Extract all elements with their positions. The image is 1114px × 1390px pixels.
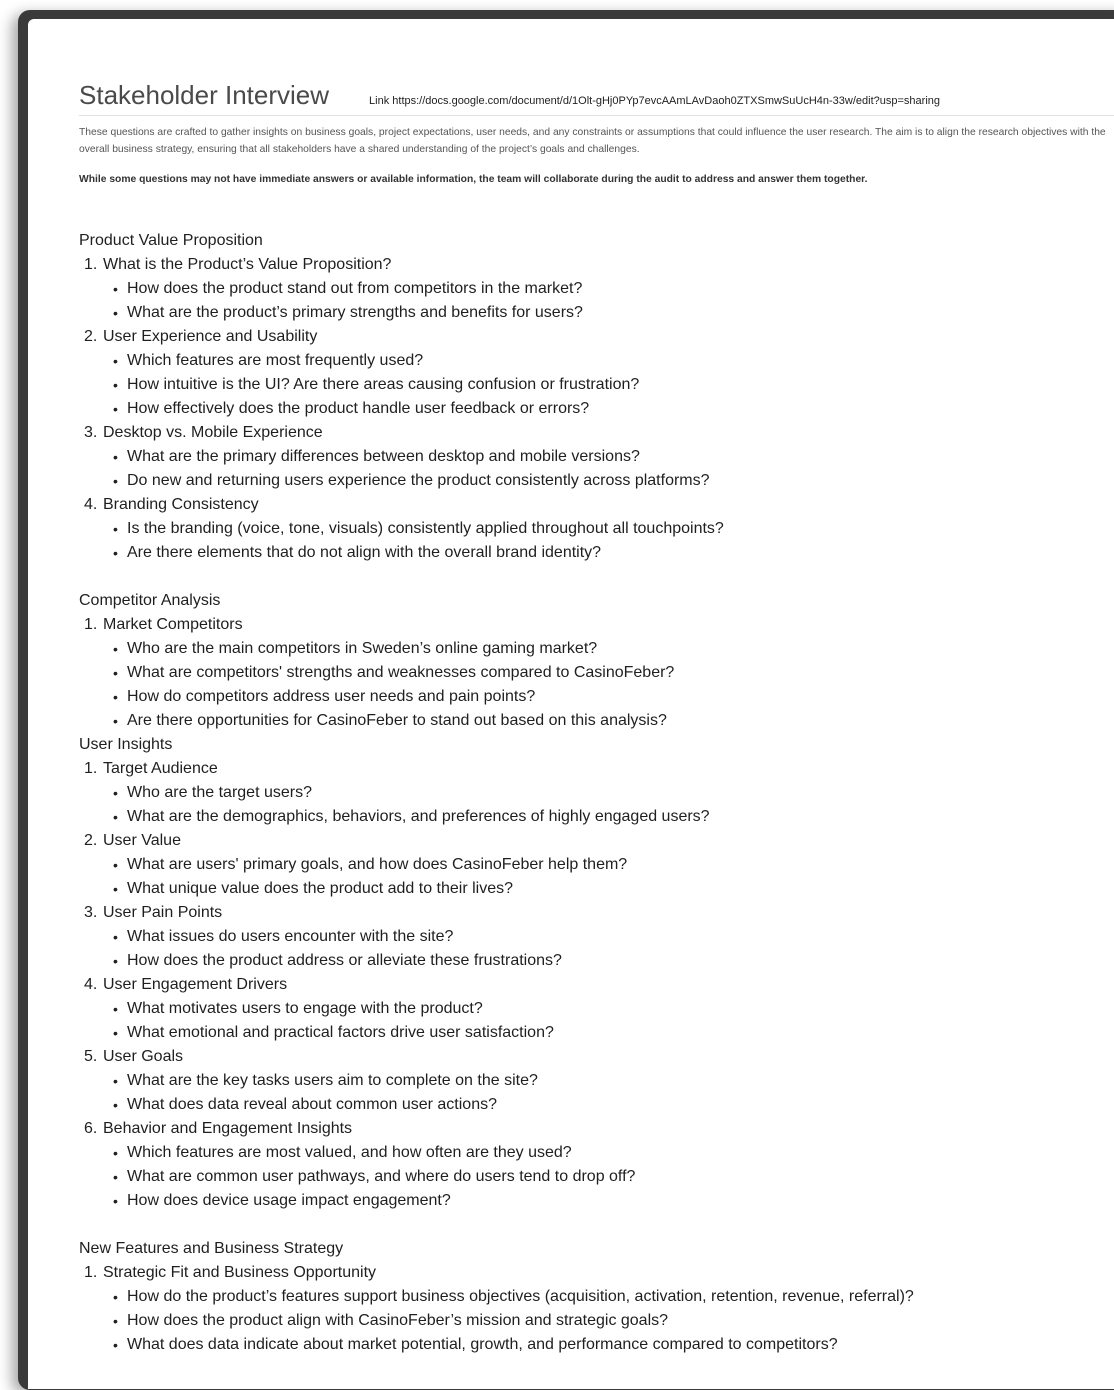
bullet-item [113, 349, 1114, 373]
list-number: 5. [84, 1048, 98, 1065]
bullet-text: Are there elements that do not align with the overall brand identity? [127, 544, 602, 561]
bullet-text: What are competitors' strengths and weaknesses compared to CasinoFeber? [127, 664, 675, 681]
bullet-dot-icon: • [113, 641, 118, 657]
bullet-text: What unique value does the product add to their lives? [127, 880, 514, 897]
bullet-dot-icon: • [113, 521, 118, 537]
bullet-dot-icon: • [113, 857, 118, 873]
bullet-dot-icon: • [113, 353, 118, 369]
bullet-item [113, 637, 1114, 661]
bullet-list [103, 925, 1114, 973]
bullet-item [113, 541, 1114, 565]
bullet-text: How does the product address or alleviate these frustrations? [127, 952, 562, 969]
bullet-item [113, 373, 1114, 397]
bullet-text: What motivates users to engage with the product? [127, 1000, 483, 1017]
bullet-dot-icon: • [113, 1313, 118, 1329]
bullet-text: How intuitive is the UI? Are there areas causing confusion or frustration? [127, 376, 640, 393]
bullet-text: What are the demographics, behaviors, and preferences of highly engaged users? [127, 808, 710, 825]
bullet-item [113, 1333, 1114, 1357]
list-number: 4. [84, 496, 98, 513]
bullet-text: What does data reveal about common user actions? [127, 1096, 497, 1113]
bullet-dot-icon: • [113, 377, 118, 393]
bullet-text: Are there opportunities for CasinoFeber to stand out based on this analysis? [127, 712, 667, 729]
section-title: User Insights [79, 736, 173, 753]
bullet-dot-icon: • [113, 1001, 118, 1017]
bullet-text: How does the product align with CasinoFeber’s mission and strategic goals? [127, 1312, 669, 1329]
question-heading: Target Audience [103, 760, 218, 777]
bullet-dot-icon: • [113, 473, 118, 489]
bullet-list [103, 445, 1114, 493]
bullet-item [113, 877, 1114, 901]
bullet-item [113, 949, 1114, 973]
bullet-list [103, 637, 1114, 733]
bullet-item [113, 1069, 1114, 1093]
bullet-item [113, 1309, 1114, 1333]
section [79, 229, 1114, 565]
bullet-list [103, 997, 1114, 1045]
question-heading: Behavior and Engagement Insights [103, 1120, 353, 1137]
list-number: 3. [84, 904, 98, 921]
bullet-item [113, 853, 1114, 877]
question-sections [79, 229, 1114, 1357]
question-item [84, 493, 1114, 565]
question-heading: Strategic Fit and Business Opportunity [103, 1264, 377, 1281]
spacer [79, 185, 1114, 229]
section [79, 733, 1114, 1213]
question-list [79, 613, 1114, 733]
bullet-text: How does device usage impact engagement? [127, 1192, 451, 1209]
section-title: Product Value Proposition [79, 232, 263, 249]
bullet-dot-icon: • [113, 689, 118, 705]
bullet-item [113, 661, 1114, 685]
question-list [79, 253, 1114, 565]
bullet-item [113, 805, 1114, 829]
list-number: 1. [84, 616, 98, 633]
list-number: 2. [84, 832, 98, 849]
bullet-item [113, 517, 1114, 541]
question-heading: What is the Product’s Value Proposition? [103, 256, 392, 273]
question-heading: User Pain Points [103, 904, 223, 921]
question-item [84, 901, 1114, 973]
bullet-text: Do new and returning users experience the product consistently across platforms? [127, 472, 710, 489]
bullet-text: What are the key tasks users aim to complete on the site? [127, 1072, 538, 1089]
bullet-list [103, 517, 1114, 565]
question-item [84, 1261, 1114, 1357]
bullet-item [113, 925, 1114, 949]
intro-paragraph: These questions are crafted to gather insights on business goals, project expectations, user needs, and any constraints or assumptions that could influence the user research. The aim is to align the research objectives with the overall business strategy, ensuring that all stakeholders have a shared understanding of the project’s goals and challenges. [79, 127, 1106, 155]
bullet-list [103, 1069, 1114, 1117]
bullet-list [103, 277, 1114, 325]
header-row [79, 80, 1114, 116]
bullet-item [113, 997, 1114, 1021]
bullet-dot-icon: • [113, 1073, 118, 1089]
bullet-dot-icon: • [113, 1025, 118, 1041]
bullet-dot-icon: • [113, 449, 118, 465]
document-link[interactable]: Link https://docs.google.com/document/d/1Olt-gHj0PYp7evcAAmLAvDaoh0ZTXSmwSuUcH4n-33w/edit?usp=sharing [369, 95, 940, 107]
bullet-dot-icon: • [113, 809, 118, 825]
bullet-text: Is the branding (voice, tone, visuals) consistently applied throughout all touchpoints? [127, 520, 724, 537]
list-number: 1. [84, 760, 98, 777]
question-list [79, 757, 1114, 1213]
question-heading: User Experience and Usability [103, 328, 318, 345]
question-heading: User Engagement Drivers [103, 976, 288, 993]
bullet-list [103, 853, 1114, 901]
bullet-list [103, 349, 1114, 421]
list-number: 1. [84, 256, 98, 273]
question-heading: User Goals [103, 1048, 184, 1065]
bullet-item [113, 1189, 1114, 1213]
bullet-text: What does data indicate about market potential, growth, and performance compared to competitors? [127, 1336, 838, 1353]
spacer [79, 565, 1114, 589]
bullet-dot-icon: • [113, 713, 118, 729]
bullet-text: Who are the main competitors in Sweden’s online gaming market? [127, 640, 598, 657]
question-item [84, 973, 1114, 1045]
question-item [84, 829, 1114, 901]
list-number: 1. [84, 1264, 98, 1281]
bullet-item [113, 1165, 1114, 1189]
bullet-list [103, 781, 1114, 829]
bullet-dot-icon: • [113, 1097, 118, 1113]
bullet-dot-icon: • [113, 545, 118, 561]
bullet-dot-icon: • [113, 305, 118, 321]
bullet-text: What are users' primary goals, and how does CasinoFeber help them? [127, 856, 628, 873]
bullet-item [113, 445, 1114, 469]
bullet-item [113, 1141, 1114, 1165]
bullet-dot-icon: • [113, 401, 118, 417]
bullet-item [113, 1021, 1114, 1045]
bullet-item [113, 397, 1114, 421]
question-item [84, 613, 1114, 733]
list-number: 6. [84, 1120, 98, 1137]
bullet-text: What issues do users encounter with the site? [127, 928, 454, 945]
document-body [79, 80, 1114, 1357]
section [79, 589, 1114, 733]
bullet-item [113, 301, 1114, 325]
bullet-dot-icon: • [113, 929, 118, 945]
bullet-dot-icon: • [113, 1169, 118, 1185]
bullet-item [113, 277, 1114, 301]
bullet-dot-icon: • [113, 1193, 118, 1209]
section-title: Competitor Analysis [79, 592, 221, 609]
bullet-dot-icon: • [113, 881, 118, 897]
question-item [84, 1045, 1114, 1117]
section-title: New Features and Business Strategy [79, 1240, 344, 1257]
bullet-text: Who are the target users? [127, 784, 312, 801]
bullet-text: How effectively does the product handle user feedback or errors? [127, 400, 590, 417]
list-number: 2. [84, 328, 98, 345]
bullet-dot-icon: • [113, 785, 118, 801]
bullet-text: How does the product stand out from competitors in the market? [127, 280, 583, 297]
collaboration-note: While some questions may not have immediate answers or available information, the team will collaborate during the audit to address and answer them together. [79, 174, 868, 185]
bullet-text: What are the primary differences between desktop and mobile versions? [127, 448, 640, 465]
question-heading: Market Competitors [103, 616, 243, 633]
page-title: Stakeholder Interview [79, 80, 330, 110]
bullet-dot-icon: • [113, 1145, 118, 1161]
bullet-text: What are the product’s primary strengths and benefits for users? [127, 304, 583, 321]
bullet-text: How do competitors address user needs and pain points? [127, 688, 536, 705]
bullet-text: What are common user pathways, and where do users tend to drop off? [127, 1168, 636, 1185]
question-heading: Branding Consistency [103, 496, 259, 513]
question-item [84, 325, 1114, 421]
bullet-item [113, 1285, 1114, 1309]
bullet-dot-icon: • [113, 665, 118, 681]
list-number: 4. [84, 976, 98, 993]
bullet-dot-icon: • [113, 953, 118, 969]
question-item [84, 421, 1114, 493]
question-heading: User Value [103, 832, 181, 849]
question-list [79, 1261, 1114, 1357]
bullet-list [103, 1285, 1114, 1357]
bullet-item [113, 685, 1114, 709]
list-number: 3. [84, 424, 98, 441]
bullet-dot-icon: • [113, 1337, 118, 1353]
question-heading: Desktop vs. Mobile Experience [103, 424, 323, 441]
bullet-item [113, 781, 1114, 805]
bullet-text: Which features are most valued, and how often are they used? [127, 1144, 572, 1161]
bullet-list [103, 1141, 1114, 1213]
section [79, 1237, 1114, 1357]
bullet-text: Which features are most frequently used? [127, 352, 424, 369]
bullet-text: What emotional and practical factors drive user satisfaction? [127, 1024, 554, 1041]
bullet-item [113, 709, 1114, 733]
spacer [79, 1213, 1114, 1237]
bullet-item [113, 469, 1114, 493]
question-item [84, 757, 1114, 829]
bullet-dot-icon: • [113, 281, 118, 297]
question-item [84, 253, 1114, 325]
question-item [84, 1117, 1114, 1213]
bullet-text: How do the product’s features support business objectives (acquisition, activation, retention, revenue, referral)? [127, 1288, 914, 1305]
bullet-dot-icon: • [113, 1289, 118, 1305]
bullet-item [113, 1093, 1114, 1117]
